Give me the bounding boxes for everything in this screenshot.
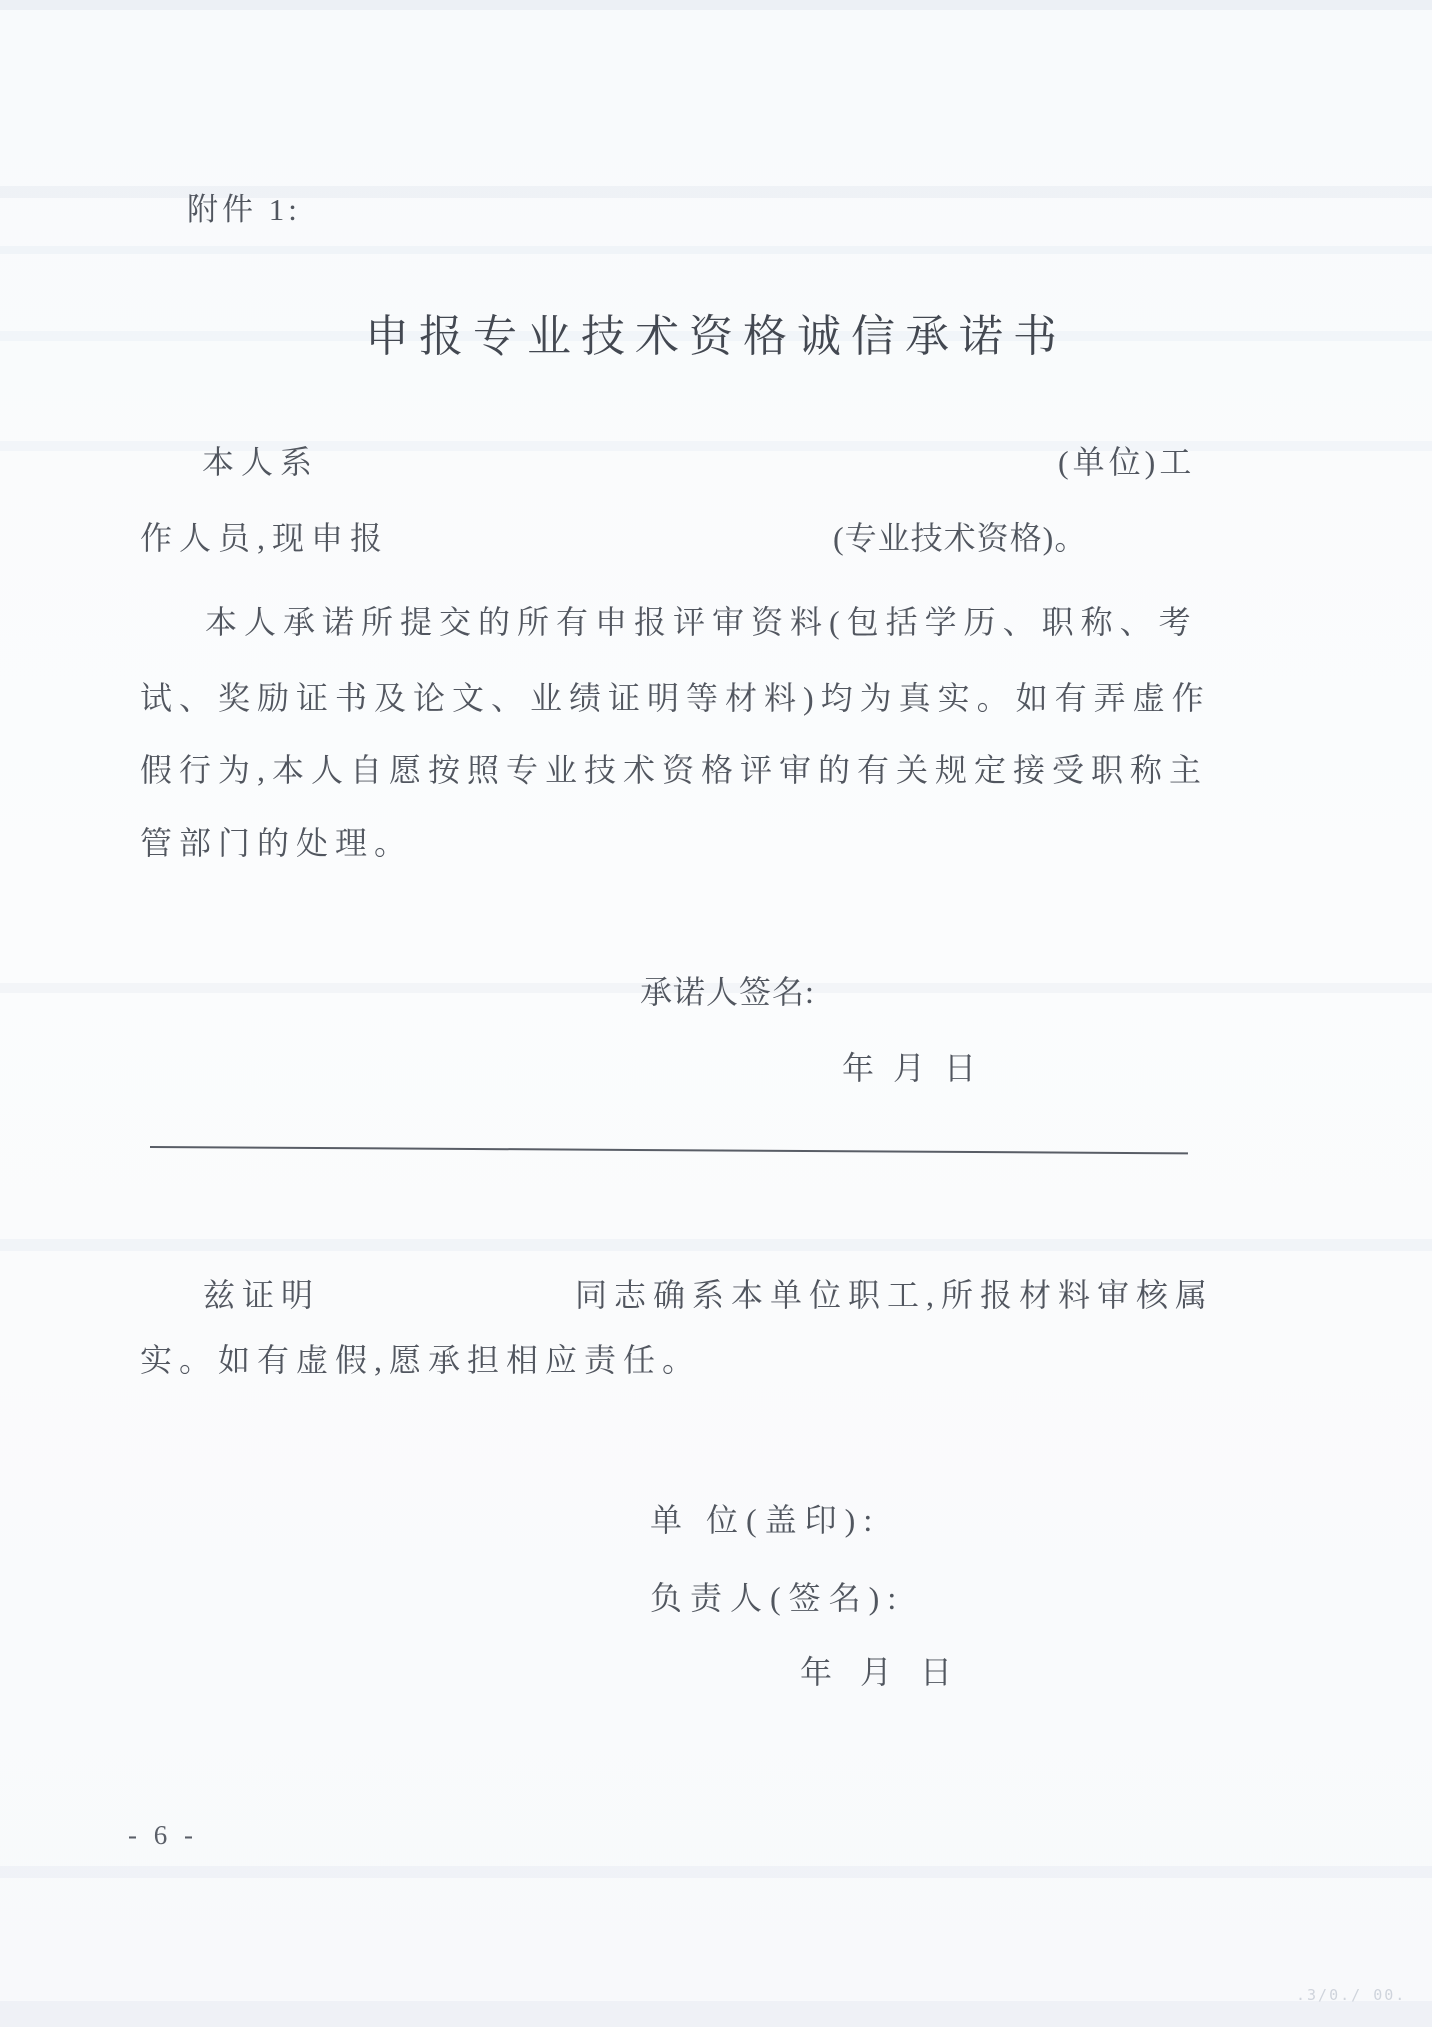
commitment-line-1: 本人承诺所提交的所有申报评审资料(包括学历、职称、考 [205,604,1198,640]
commitment-line-3: 假行为,本人自愿按照专业技术资格评审的有关规定接受职称主 [140,752,1209,788]
declaration-line2-suffix: (专业技术资格)。 [833,520,1088,556]
declaration-line2-prefix: 作人员,现申报 [140,520,390,556]
declaration-date-line: 年 月 日 [842,1050,978,1086]
scan-band [0,2001,1432,2027]
qualification-blank [430,518,825,560]
certify-line2-text: 实。如有虚假,愿承担相应责任。 [140,1342,702,1378]
certified-person-name-blank [360,1275,570,1317]
declaration-line1-suffix: (单位)工 [1058,444,1196,480]
certify-line1-text: 同志确系本单位职工,所报材料审核属 [575,1277,1215,1313]
responsible-person-signature-label: 负责人(签名): [650,1580,905,1616]
scan-band [0,1866,1432,1878]
unit-seal-label: 单 位(盖印): [650,1502,881,1538]
declaration-line1-prefix: 本人系 [202,444,320,480]
attachment-label: 附件 1: [187,192,301,227]
commitment-line-2: 试、奖励证书及论文、业绩证明等材料)均为真实。如有弄虚作 [140,680,1211,716]
page-number: - 6 - [128,1820,198,1850]
page-title: 申报专业技术资格诚信承诺书 [365,312,1067,361]
scanner-noise-artifact: .3/0./ 00. [1296,1986,1407,2004]
scan-band [0,1239,1432,1251]
unit-name-blank [330,442,1040,484]
commitment-line-4: 管部门的处理。 [140,825,414,861]
scan-band [0,0,1432,10]
certify-label: 兹证明 [203,1277,321,1313]
section-divider-line [150,1146,1188,1154]
certification-date-line: 年 月 日 [800,1654,954,1690]
promiser-signature-label: 承诺人签名: [640,974,815,1010]
scan-band [0,246,1432,254]
